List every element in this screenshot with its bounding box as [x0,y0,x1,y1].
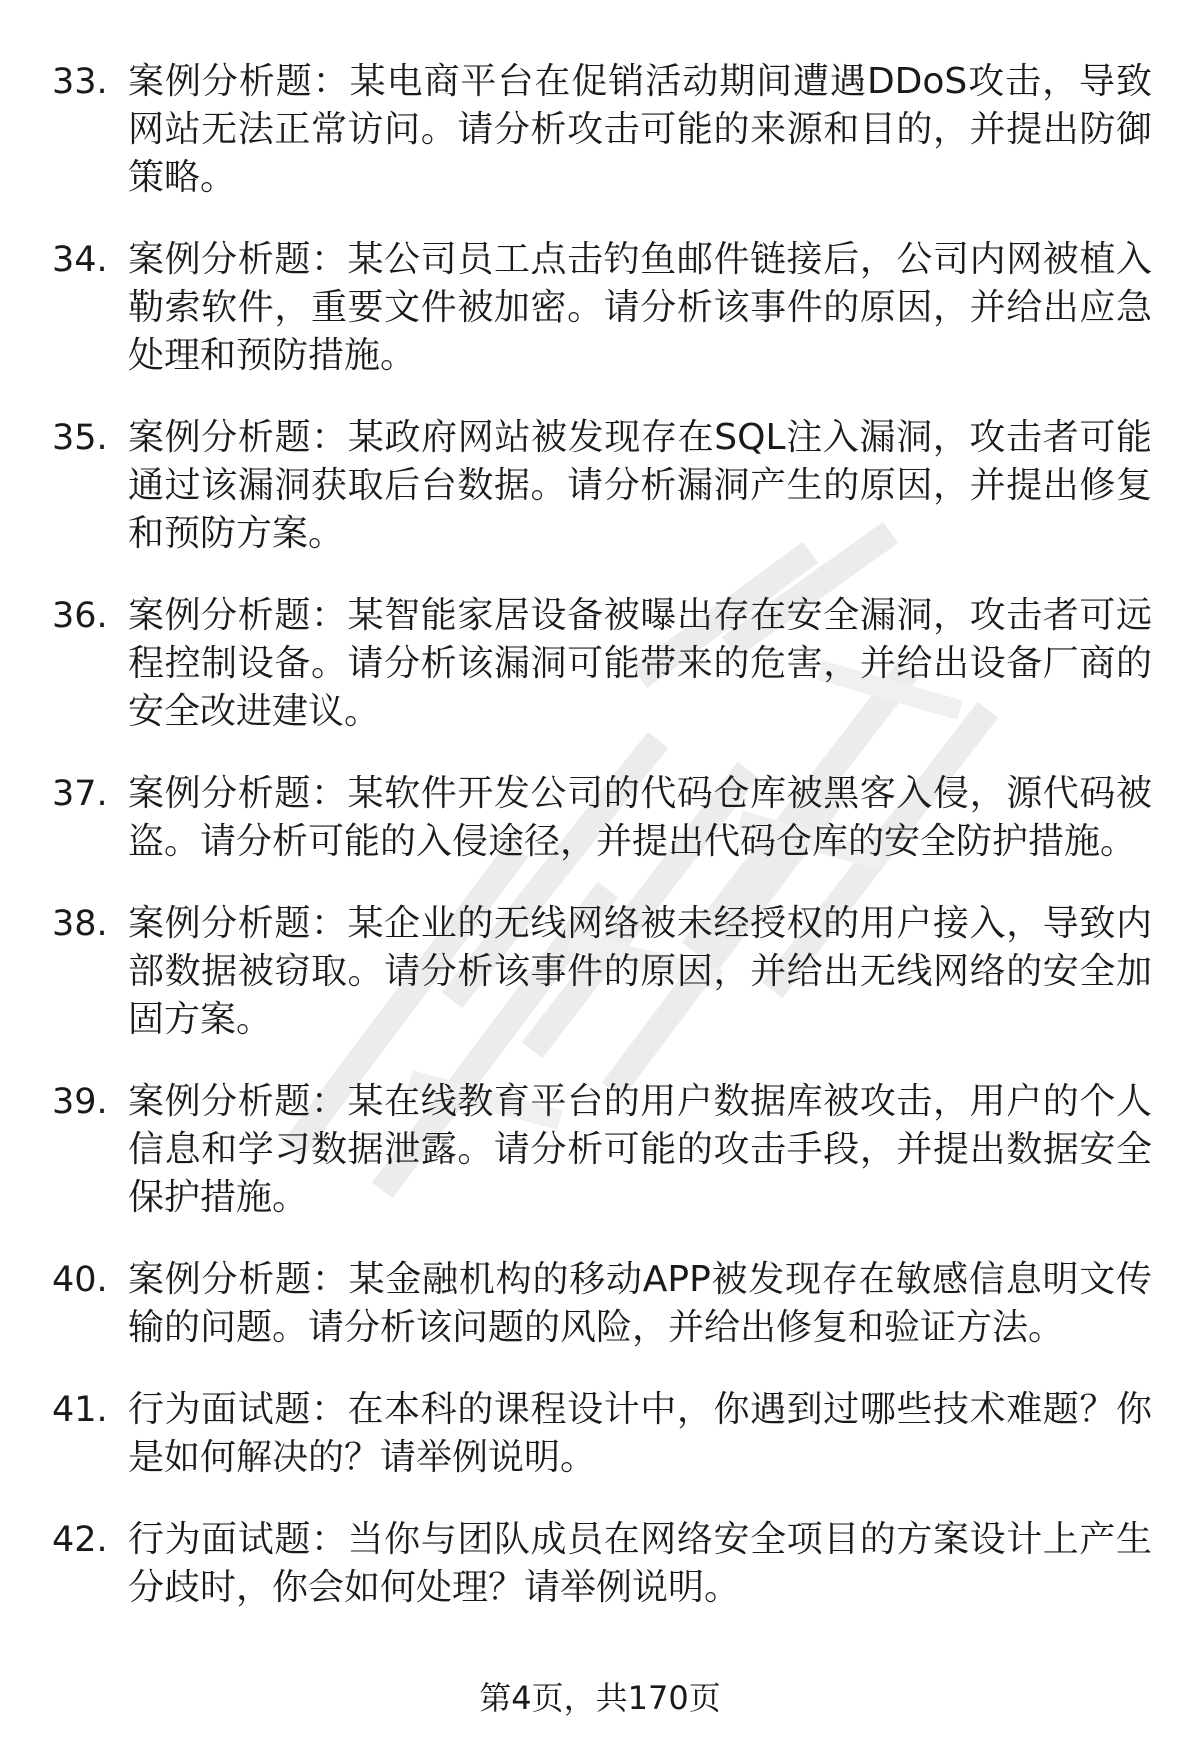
question-text: 行为面试题：在本科的课程设计中，你遇到过哪些技术难题？你是如何解决的？请举例说明。 [128,1389,1152,1478]
list-item [52,770,1152,866]
question-number: 38. [52,904,108,944]
list-item [52,1516,1152,1612]
question-number: 33. [52,62,108,102]
question-text: 行为面试题：当你与团队成员在网络安全项目的方案设计上产生分歧时，你会如何处理？请举例说明。 [128,1519,1152,1608]
list-item [52,58,1152,202]
list-item [52,900,1152,1044]
question-text: 案例分析题：某金融机构的移动APP被发现存在敏感信息明文传输的问题。请分析该问题的风险，并给出修复和验证方法。 [128,1259,1152,1348]
question-number: 42. [52,1520,108,1560]
question-number: 34. [52,240,108,280]
question-text: 案例分析题：某企业的无线网络被未经授权的用户接入，导致内部数据被窃取。请分析该事件的原因，并给出无线网络的安全加固方案。 [128,903,1152,1040]
question-text: 案例分析题：某政府网站被发现存在SQL注入漏洞，攻击者可能通过该漏洞获取后台数据。请分析漏洞产生的原因，并提出修复和预防方案。 [128,417,1152,554]
question-number: 39. [52,1082,108,1122]
list-item [52,236,1152,380]
question-text: 案例分析题：某公司员工点击钓鱼邮件链接后，公司内网被植入勒索软件，重要文件被加密。请分析该事件的原因，并给出应急处理和预防措施。 [128,239,1152,376]
question-text: 案例分析题：某电商平台在促销活动期间遭遇DDoS攻击，导致网站无法正常访问。请分析攻击可能的来源和目的，并提出防御策略。 [128,61,1152,198]
question-text: 案例分析题：某软件开发公司的代码仓库被黑客入侵，源代码被盗。请分析可能的入侵途径，并提出代码仓库的安全防护措施。 [128,773,1152,862]
list-item [52,414,1152,558]
list-item [52,1078,1152,1222]
question-text: 案例分析题：某在线教育平台的用户数据库被攻击，用户的个人信息和学习数据泄露。请分析可能的攻击手段，并提出数据安全保护措施。 [128,1081,1152,1218]
list-item [52,1256,1152,1352]
question-number: 36. [52,596,108,636]
page-footer: 第4页，共170页 [479,1679,721,1717]
question-number: 40. [52,1260,108,1300]
list-item [52,592,1152,736]
question-number: 41. [52,1390,108,1430]
question-number: 37. [52,774,108,814]
question-number: 35. [52,418,108,458]
question-list [52,58,1152,1646]
list-item [52,1386,1152,1482]
question-text: 案例分析题：某智能家居设备被曝出存在安全漏洞，攻击者可远程控制设备。请分析该漏洞可能带来的危害，并给出设备厂商的安全改进建议。 [128,595,1152,732]
